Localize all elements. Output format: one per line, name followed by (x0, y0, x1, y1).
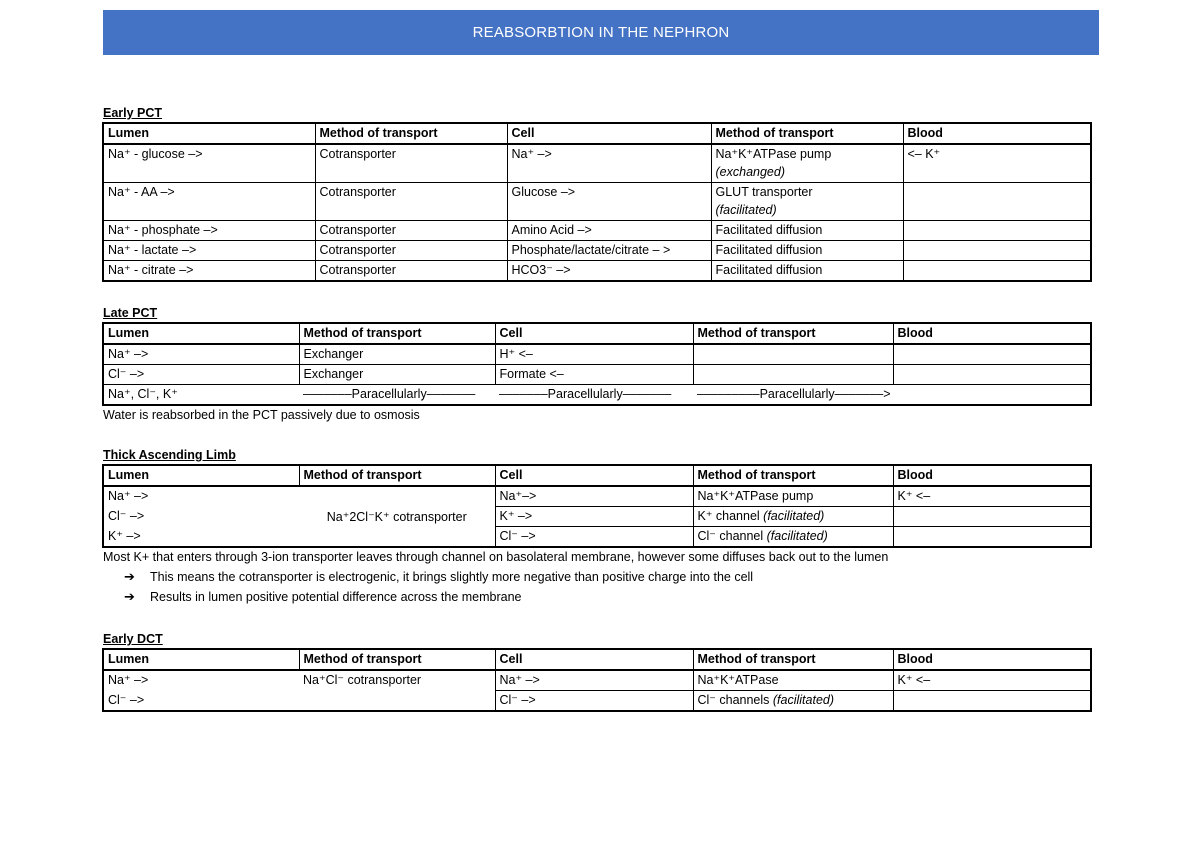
table-cell: Facilitated diffusion (711, 241, 903, 261)
paracellular-segment: –––––––––Paracellularly–––––––> (693, 385, 893, 406)
table-cell (711, 183, 903, 221)
table-cell: Cotransporter (315, 261, 507, 282)
table-cell: Na⁺, Cl⁻, K⁺ (103, 385, 299, 406)
table-cell: Cl⁻ –> (103, 507, 299, 527)
header-cell: Method of transport (299, 465, 495, 486)
late-pct-section (102, 304, 1090, 425)
arrow-right-icon: ➔ (124, 569, 135, 584)
header-cell: Method of transport (711, 123, 903, 144)
table-cell (893, 691, 1091, 712)
table-cell (711, 144, 903, 183)
table-cell (903, 183, 1091, 221)
table-cell: Na⁺ –> (103, 670, 299, 691)
cell-note: (facilitated) (766, 529, 828, 543)
table-cell (299, 691, 495, 712)
table-cell: Na⁺ - AA –> (103, 183, 315, 221)
cell-note: (facilitated) (772, 693, 835, 707)
tal-table (102, 464, 1092, 548)
header-cell: Blood (893, 323, 1091, 344)
bullet-item (102, 567, 1090, 587)
header-cell: Blood (903, 123, 1091, 144)
cell-text: Cl⁻ channels (697, 693, 773, 707)
table-cell: Exchanger (299, 344, 495, 365)
header-cell: Method of transport (693, 465, 893, 486)
tal-section (102, 446, 1090, 607)
table-cell: H⁺ <– (495, 344, 693, 365)
table-cell (693, 527, 893, 548)
header-cell: Method of transport (299, 323, 495, 344)
early-dct-section (102, 630, 1090, 712)
table-cell: Cl⁻ –> (495, 527, 693, 548)
table-cell: Na⁺ –> (495, 670, 693, 691)
table-cell: Na⁺2Cl⁻K⁺ cotransporter (299, 486, 495, 547)
table-cell: K⁺ –> (103, 527, 299, 548)
header-cell: Cell (495, 465, 693, 486)
table-cell: K⁺ <– (893, 670, 1091, 691)
table-row (103, 691, 1091, 712)
table-cell: Facilitated diffusion (711, 261, 903, 282)
table-cell: K⁺ –> (495, 507, 693, 527)
table-cell: Na⁺Cl⁻ cotransporter (299, 670, 495, 691)
table-header-row (103, 323, 1091, 344)
table-cell: Cotransporter (315, 144, 507, 183)
header-cell: Cell (495, 323, 693, 344)
table-cell: Na⁺ –> (103, 486, 299, 507)
table-cell: Na⁺ - phosphate –> (103, 221, 315, 241)
table-cell (903, 221, 1091, 241)
table-row (103, 344, 1091, 365)
arrow-right-icon: ➔ (124, 589, 135, 604)
bullet-item (102, 587, 1090, 607)
table-cell: Cl⁻ –> (103, 365, 299, 385)
early-pct-table (102, 122, 1092, 282)
bullet-text: Results in lumen positive potential difference across the membrane (150, 590, 522, 604)
cell-note: (exchanged) (715, 165, 785, 179)
section-title: Early DCT (103, 632, 163, 646)
table-cell (693, 507, 893, 527)
table-header-row (103, 123, 1091, 144)
cell-text: K⁺ channel (697, 509, 764, 523)
table-cell (693, 365, 893, 385)
header-cell: Lumen (103, 123, 315, 144)
cell-note: (facilitated) (715, 203, 777, 217)
table-cell (903, 261, 1091, 282)
table-cell (893, 507, 1091, 527)
table-cell: Na⁺K⁺ATPase pump (693, 486, 893, 507)
paracellular-segment: –––––––Paracellularly––––––– (299, 385, 495, 406)
table-cell (693, 344, 893, 365)
table-row (103, 385, 1091, 406)
table-cell: Na⁺–> (495, 486, 693, 507)
table-row (103, 241, 1091, 261)
table-cell: Phosphate/lactate/citrate – > (507, 241, 711, 261)
header-cell: Cell (495, 649, 693, 670)
table-cell: Formate <– (495, 365, 693, 385)
page-title: REABSORBTION IN THE NEPHRON (472, 24, 730, 41)
table-cell: <– K⁺ (903, 144, 1091, 183)
table-cell: Na⁺ –> (103, 344, 299, 365)
header-cell: Method of transport (315, 123, 507, 144)
table-header-row (103, 649, 1091, 670)
table-cell: Na⁺ - citrate –> (103, 261, 315, 282)
table-cell: Na⁺ - lactate –> (103, 241, 315, 261)
table-cell: K⁺ <– (893, 486, 1091, 507)
table-cell: Na⁺ - glucose –> (103, 144, 315, 183)
table-row (103, 527, 1091, 548)
table-cell: Na⁺K⁺ATPase (693, 670, 893, 691)
header-cell: Blood (893, 649, 1091, 670)
table-row (103, 221, 1091, 241)
table-cell: Cotransporter (315, 241, 507, 261)
table-cell: Glucose –> (507, 183, 711, 221)
table-cell (893, 527, 1091, 548)
section-title: Thick Ascending Limb (103, 448, 236, 462)
table-cell (693, 691, 893, 712)
table-cell (893, 344, 1091, 365)
early-pct-section (102, 104, 1090, 282)
page-banner (103, 10, 1099, 55)
table-row (103, 670, 1091, 691)
header-cell: Cell (507, 123, 711, 144)
table-cell: Exchanger (299, 365, 495, 385)
section-note: Water is reabsorbed in the PCT passively due to osmosis (103, 408, 420, 422)
table-cell: Amino Acid –> (507, 221, 711, 241)
table-cell (893, 385, 1091, 406)
bullet-text: This means the cotransporter is electrogenic, it brings slightly more negative than positive charge into the cell (150, 570, 754, 584)
table-row (103, 486, 1091, 507)
table-row (103, 183, 1091, 221)
header-cell: Lumen (103, 323, 299, 344)
header-cell: Lumen (103, 649, 299, 670)
cell-note: (facilitated) (763, 509, 825, 523)
early-dct-table (102, 648, 1092, 712)
cell-text: GLUT transporter (715, 185, 813, 199)
table-cell: Facilitated diffusion (711, 221, 903, 241)
table-row (103, 261, 1091, 282)
table-cell (893, 365, 1091, 385)
table-row (103, 144, 1091, 183)
table-cell: Cl⁻ –> (495, 691, 693, 712)
table-cell: Cotransporter (315, 183, 507, 221)
table-cell: Na⁺ –> (507, 144, 711, 183)
header-cell: Lumen (103, 465, 299, 486)
late-pct-table (102, 322, 1092, 406)
header-cell: Method of transport (693, 649, 893, 670)
cell-text: Na⁺K⁺ATPase pump (715, 147, 832, 161)
header-cell: Blood (893, 465, 1091, 486)
section-title: Early PCT (103, 106, 163, 120)
table-cell: Cotransporter (315, 221, 507, 241)
table-row (103, 365, 1091, 385)
table-cell: HCO3⁻ –> (507, 261, 711, 282)
table-header-row (103, 465, 1091, 486)
table-cell: Cl⁻ –> (103, 691, 299, 712)
table-row (103, 507, 1091, 527)
section-title: Late PCT (103, 306, 158, 320)
table-cell (903, 241, 1091, 261)
cell-text: Cl⁻ channel (697, 529, 767, 543)
header-cell: Method of transport (299, 649, 495, 670)
paracellular-segment: –––––––Paracellularly––––––– (495, 385, 693, 406)
header-cell: Method of transport (693, 323, 893, 344)
section-note: Most K+ that enters through 3-ion transporter leaves through channel on basolateral membrane, however some diffuses back out to the lumen (103, 550, 889, 564)
